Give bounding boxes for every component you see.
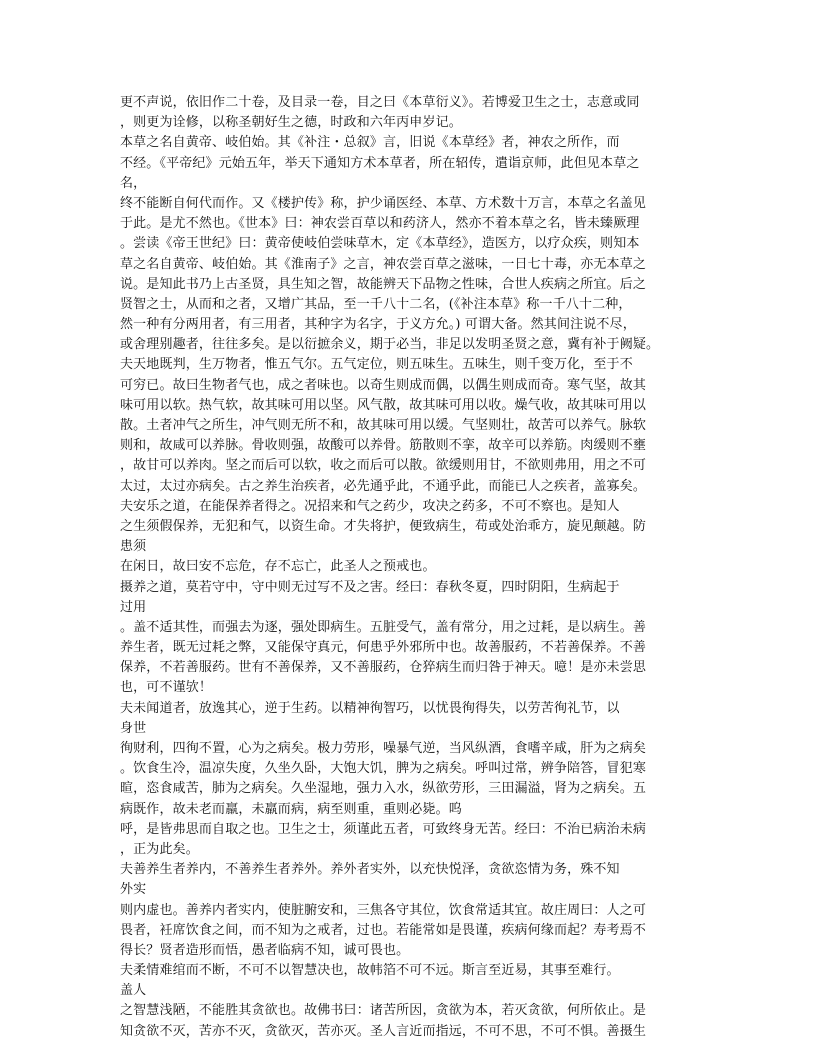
text-line: 更不声说，依旧作二十卷，及目录一卷，目之曰《本草衍义》。若博爱卫生之士，志意或同 (120, 95, 640, 110)
text-line: 不经。《平帝纪》元始五年，举天下通知方术本草者，所在轺传，遣诣京师，此但见本草之 (120, 155, 640, 171)
text-line: 之生须假保养，无犯和气，以资生命。才失将护，便致病生，苟或处治乖方，旋见颠越。防 (120, 518, 647, 534)
text-line: 贤智之士，从而和之者，又增广其品，至一千八十二名，(《补注本草》称一千八十二种， (120, 296, 632, 312)
text-line: 养生者，既无过耗之弊，又能保守真元，何患乎外邪所中也。故善服药，不若善保养。不善 (120, 640, 647, 656)
text-line: 病既作，故未老而羸，未羸而病，病至则重，重则必毙。呜 (120, 801, 462, 817)
text-line: 可穷已。故曰生物者气也，成之者味也。以奇生则成而偶，以偶生则成而奇。寒气坚，故其 (120, 377, 647, 393)
text-line: 摄养之道，莫若守中，守中则无过写不及之害。经曰：春秋冬夏，四时阴阳，生病起于 (120, 579, 620, 595)
text-line: 则和，故咸可以养脉。骨收则强，故酸可以养骨。筋散则不挛，故辛可以养筋。肉缓则不壅 (120, 438, 647, 454)
text-line: 夫未闻道者，放逸其心，逆于生药。以精神徇智巧，以忧畏徇得失，以劳苦徇礼节，以 (120, 700, 620, 716)
text-line: 患须 (120, 539, 147, 555)
text-line: 太过，太过亦病矣。古之养生治疾者，必先通乎此，不通乎此，而能已人之疾者，盖寡矣。 (120, 478, 647, 494)
text-line: 或舍理别趣者，往往多矣。是以衍摭余义，期于必当，非足以发明圣贤之意，冀有补于阙疑。 (120, 337, 660, 353)
text-line: 说。是知此书乃上古圣贤，具生知之智，故能辨天下品物之性味，合世人疾病之所宜。后之 (120, 276, 647, 292)
text-line: 也，可不谨欤！ (120, 680, 213, 696)
text-line: 得长？贤者造形而悟，愚者临病不知，诚可畏也。 (120, 942, 410, 958)
text-line: 过用 (120, 599, 147, 615)
text-line: 夫安乐之道，在能保养者得之。况招来和气之药少，攻决之药多，不可不察也。是知人 (120, 498, 620, 514)
text-line: ，正为此矣。 (120, 841, 199, 857)
text-line: 盖人 (120, 983, 147, 999)
text-line: 终不能断自何代而作。又《楼护传》称，护少诵医经、本草、方术数十万言，本草之名盖见 (120, 195, 647, 211)
text-line: 。尝读《帝王世纪》曰：黄帝使岐伯尝味草木，定《本草经》，造医方，以疗众疾，则知本 (120, 236, 640, 252)
text-line: 畏者，衽席饮食之间，而不知为之戒者，过也。若能常如是畏谨，疾病何缘而起？寿考焉不 (120, 922, 647, 938)
text-line: 味可用以软。热气软，故其味可用以坚。风气散，故其味可用以收。燥气收，故其味可用以 (120, 397, 647, 413)
text-line: 暄，恣食咸苦，肺为之病矣。久坐湿地，强力入水，纵欲劳形，三田漏溢，肾为之病矣。五 (120, 781, 647, 797)
text-line: 草之名自黄帝、岐伯始。其《淮南子》之言，神农尝百草之滋味，一日七十毒，亦无本草之 (120, 256, 647, 272)
text-line: 夫天地既判，生万物者，惟五气尔。五气定位，则五味生。五味生，则千变万化，至于不 (120, 357, 633, 373)
text-line: ，故甘可以养肉。坚之而后可以软，收之而后可以散。欲缓则用甘，不欲则弗用，用之不可 (120, 458, 647, 474)
text-line: 散。土者冲气之所生，冲气则无所不和，故其味可用以缓。气坚则壮，故苦可以养气。脉软 (120, 418, 647, 433)
text-line: 然一种有分两用者，有三用者，其种字为名字，于义方允。) 可谓大备。然其间注说不尽， (120, 317, 636, 333)
text-line: 外实 (120, 882, 147, 898)
text-line: 名， (120, 175, 147, 191)
text-line: 。盖不适其性，而强去为逐，强处即病生。五脏受气，盖有常分，用之过耗，是以病生。善 (120, 619, 647, 635)
text-line: 之智慧浅陋，不能胜其贪欲也。故佛书曰：诸苦所因，贪欲为本，若灭贪欲，何所依止。是 (120, 1003, 647, 1019)
text-line: 知贪欲不灭，苦亦不灭，贪欲灭，苦亦灭。圣人言近而指远，不可不思，不可不惧。善摄生 (120, 1023, 647, 1039)
text-line: 本草之名自黄帝、岐伯始。其《补注・总叙》言，旧说《本草经》者，神农之所作，而 (120, 135, 620, 151)
text-line: 保养，不若善服药。世有不善保养，又不善服药，仓猝病生而归咎于神天。噫！是亦未尝思 (120, 660, 647, 676)
text-line: 则内虚也。善养内者实内，使脏腑安和，三焦各守其位，饮食常适其宜。故庄周曰：人之可 (120, 902, 647, 918)
text-line: 夫善养生者养内，不善养生者养外。养外者实外，以充快悦泽，贪欲恣情为务，殊不知 (120, 862, 620, 878)
text-line: 于此。是尤不然也。《世本》曰：神农尝百草以和药济人，然亦不着本草之名，皆未臻厥理 (120, 216, 640, 232)
text-line: 徇财利，四徇不置，心为之病矣。极力劳形，噪暴气逆，当风纵酒，食嗜辛咸，肝为之病矣 (120, 741, 647, 756)
document-body (120, 93, 690, 1042)
text-line: 身世 (120, 720, 147, 736)
text-line: 。饮食生冷，温凉失度，久坐久卧，大饱大饥，脾为之病矣。呼叫过常，辨争陪答，冒犯寒 (120, 761, 647, 777)
text-line: ，则更为诠修，以称圣朝好生之德，时政和六年丙申岁记。 (120, 115, 462, 131)
text-line: 夫柔情难绾而不断，不可不以智慧决也，故帏箔不可不远。斯言至近易，其事至难行。 (120, 963, 620, 979)
text-line: 在闲日，故曰安不忘危，存不忘亡，此圣人之预戒也。 (120, 559, 436, 575)
text-line: 呼，是皆弗思而自取之也。卫生之士，须谨此五者，可致终身无苦。经曰：不治已病治未病 (120, 821, 647, 837)
